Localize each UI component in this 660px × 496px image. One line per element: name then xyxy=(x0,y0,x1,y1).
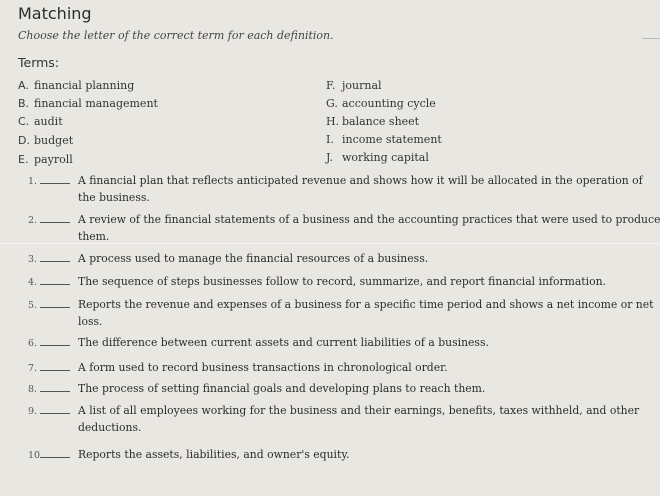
question-2 xyxy=(28,211,660,245)
term-text: budget xyxy=(34,134,74,147)
term-text: income statement xyxy=(342,133,442,146)
terms-heading: Terms: xyxy=(18,55,60,70)
answer-blank[interactable] xyxy=(40,251,70,262)
question-number: 4. xyxy=(28,277,38,288)
question-number: 7. xyxy=(28,363,38,374)
term-c xyxy=(18,115,63,128)
answer-blank[interactable] xyxy=(40,381,70,392)
question-7 xyxy=(28,359,448,376)
question-number: 3. xyxy=(28,254,38,265)
term-i xyxy=(326,133,442,146)
term-text: payroll xyxy=(34,153,73,166)
term-h xyxy=(326,115,419,128)
question-5 xyxy=(28,296,653,330)
term-text: balance sheet xyxy=(342,115,420,128)
term-g xyxy=(326,97,436,110)
question-number: 10. xyxy=(28,450,44,461)
question-8 xyxy=(28,380,485,397)
question-text: The process of setting financial goals and developing plans to reach them. xyxy=(78,382,486,395)
answer-blank[interactable] xyxy=(40,403,70,414)
answer-blank[interactable] xyxy=(40,274,70,285)
term-e xyxy=(18,153,73,166)
page-title: Matching xyxy=(18,4,92,23)
question-10 xyxy=(28,446,349,463)
question-number: 2. xyxy=(28,215,38,226)
term-letter: E. xyxy=(18,153,29,166)
question-text: A review of the financial statements of a business and the accounting practices that were used to produce them. xyxy=(78,213,660,243)
term-a xyxy=(18,79,134,92)
page-fold xyxy=(0,243,660,244)
term-letter: H. xyxy=(326,115,340,128)
term-text: working capital xyxy=(342,151,429,164)
answer-blank[interactable] xyxy=(40,173,70,184)
term-text: audit xyxy=(34,115,63,128)
question-number: 9. xyxy=(28,406,38,417)
question-text: Reports the revenue and expenses of a business for a specific time period and shows a net income or net loss. xyxy=(78,298,654,328)
term-letter: I. xyxy=(326,133,334,146)
question-9 xyxy=(28,402,639,436)
term-f xyxy=(326,79,382,92)
question-text: A financial plan that reflects anticipated revenue and shows how it will be allocated in the operation of the business. xyxy=(78,174,643,204)
term-text: financial planning xyxy=(34,79,135,92)
question-text: The sequence of steps businesses follow to record, summarize, and report financial information. xyxy=(78,275,606,288)
question-6 xyxy=(28,334,489,351)
question-number: 6. xyxy=(28,338,38,349)
question-number: 1. xyxy=(28,176,38,187)
term-d xyxy=(18,134,73,147)
question-text: A form used to record business transactions in chronological order. xyxy=(78,361,448,374)
term-letter: F. xyxy=(326,79,336,92)
question-number: 8. xyxy=(28,384,38,395)
answer-blank[interactable] xyxy=(40,212,70,223)
question-3 xyxy=(28,250,428,267)
term-text: journal xyxy=(342,79,382,92)
term-j xyxy=(326,151,429,164)
answer-blank[interactable] xyxy=(40,335,70,346)
term-letter: A. xyxy=(18,79,29,92)
answer-blank[interactable] xyxy=(40,297,70,308)
question-text: The difference between current assets and current liabilities of a business. xyxy=(78,336,489,349)
question-4 xyxy=(28,273,606,290)
term-b xyxy=(18,97,158,110)
question-1 xyxy=(28,172,643,206)
answer-blank[interactable] xyxy=(40,360,70,371)
term-letter: G. xyxy=(326,97,338,110)
term-text: accounting cycle xyxy=(342,97,436,110)
term-text: financial management xyxy=(34,97,158,110)
question-text: A list of all employees working for the business and their earnings, benefits, taxes withheld, and other deductions. xyxy=(78,404,640,434)
question-text: A process used to manage the financial resources of a business. xyxy=(78,252,429,265)
page-edge xyxy=(642,38,660,39)
question-text: Reports the assets, liabilities, and owner's equity. xyxy=(78,448,350,461)
instructions: Choose the letter of the correct term for each definition. xyxy=(18,29,334,42)
term-letter: B. xyxy=(18,97,30,110)
answer-blank[interactable] xyxy=(40,447,70,458)
question-number: 5. xyxy=(28,300,38,311)
term-letter: C. xyxy=(18,115,30,128)
term-letter: D. xyxy=(18,134,30,147)
term-letter: J. xyxy=(326,151,334,164)
